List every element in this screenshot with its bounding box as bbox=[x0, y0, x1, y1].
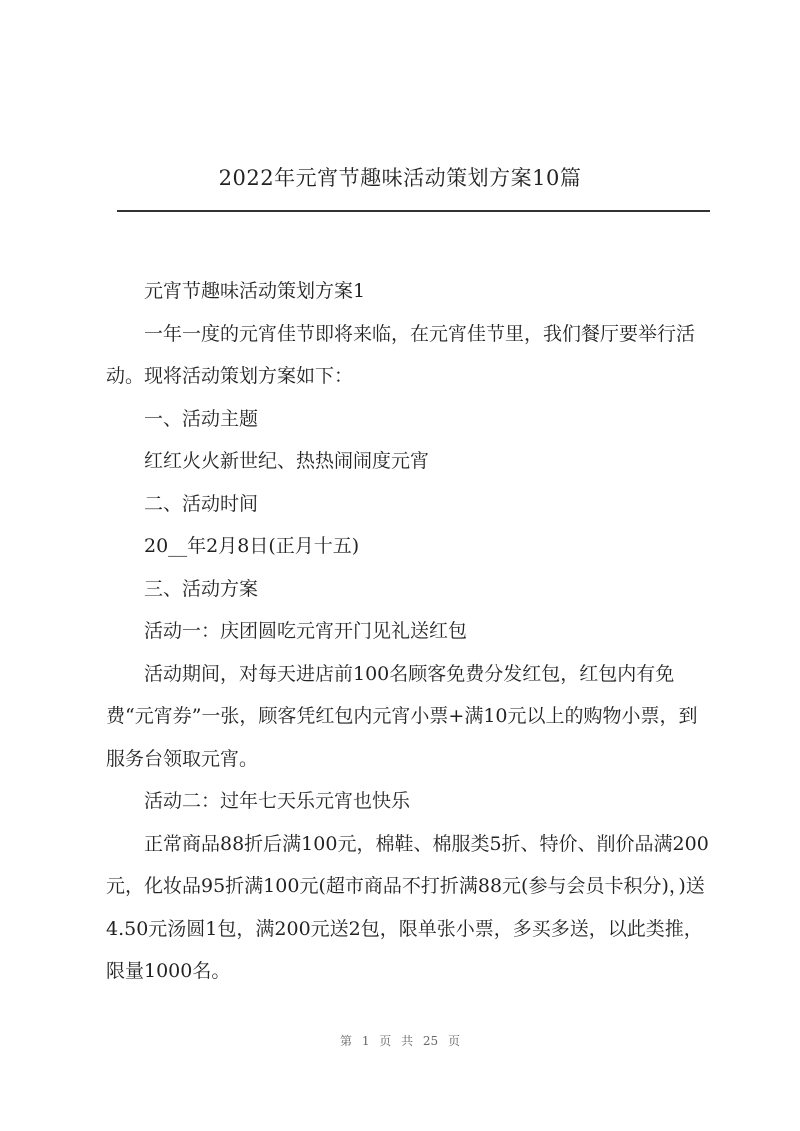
intro-paragraph: 一年一度的元宵佳节即将来临，在元宵佳节里，我们餐厅要举行活动。现将活动策划方案如下： bbox=[106, 322, 696, 387]
time-text: 20__年2月8日(正月十五) bbox=[144, 535, 360, 557]
document-title: 2022年元宵节趣味活动策划方案10篇 bbox=[218, 166, 582, 190]
subheading-theme: 一、活动主题 bbox=[144, 407, 259, 430]
subheading-time: 二、活动时间 bbox=[144, 492, 259, 515]
subheading-plan: 三、活动方案 bbox=[144, 577, 259, 600]
section-heading: 元宵节趣味活动策划方案1 bbox=[144, 280, 366, 302]
title-underline bbox=[117, 210, 710, 212]
activity-one-title: 活动一：庆团圆吃元宵开门见礼送红包 bbox=[144, 620, 468, 642]
activity-two-title: 活动二：过年七天乐元宵也快乐 bbox=[144, 790, 411, 812]
document-body bbox=[106, 270, 716, 993]
activity-one-text: 活动期间，对每天进店前100名顾客免费分发红包，红包内有免费“元宵券”一张，顾客凭红包内元宵小票+满10元以上的购物小票，到服务台领取元宵。 bbox=[106, 662, 698, 770]
theme-text: 红红火火新世纪、热热闹闹度元宵 bbox=[144, 450, 430, 472]
page-number-footer: 第 1 页 共 25 页 bbox=[340, 1034, 460, 1048]
activity-two-text: 正常商品88折后满100元，棉鞋、棉服类5折、特价、削价品满200元，化妆品95折满100元(超市商品不打折满88元(参与会员卡积分)，)送4.50元汤圆1包，满200元送2包，限单张小票，多买多送，以此类推，限量1000名。 bbox=[106, 832, 709, 982]
